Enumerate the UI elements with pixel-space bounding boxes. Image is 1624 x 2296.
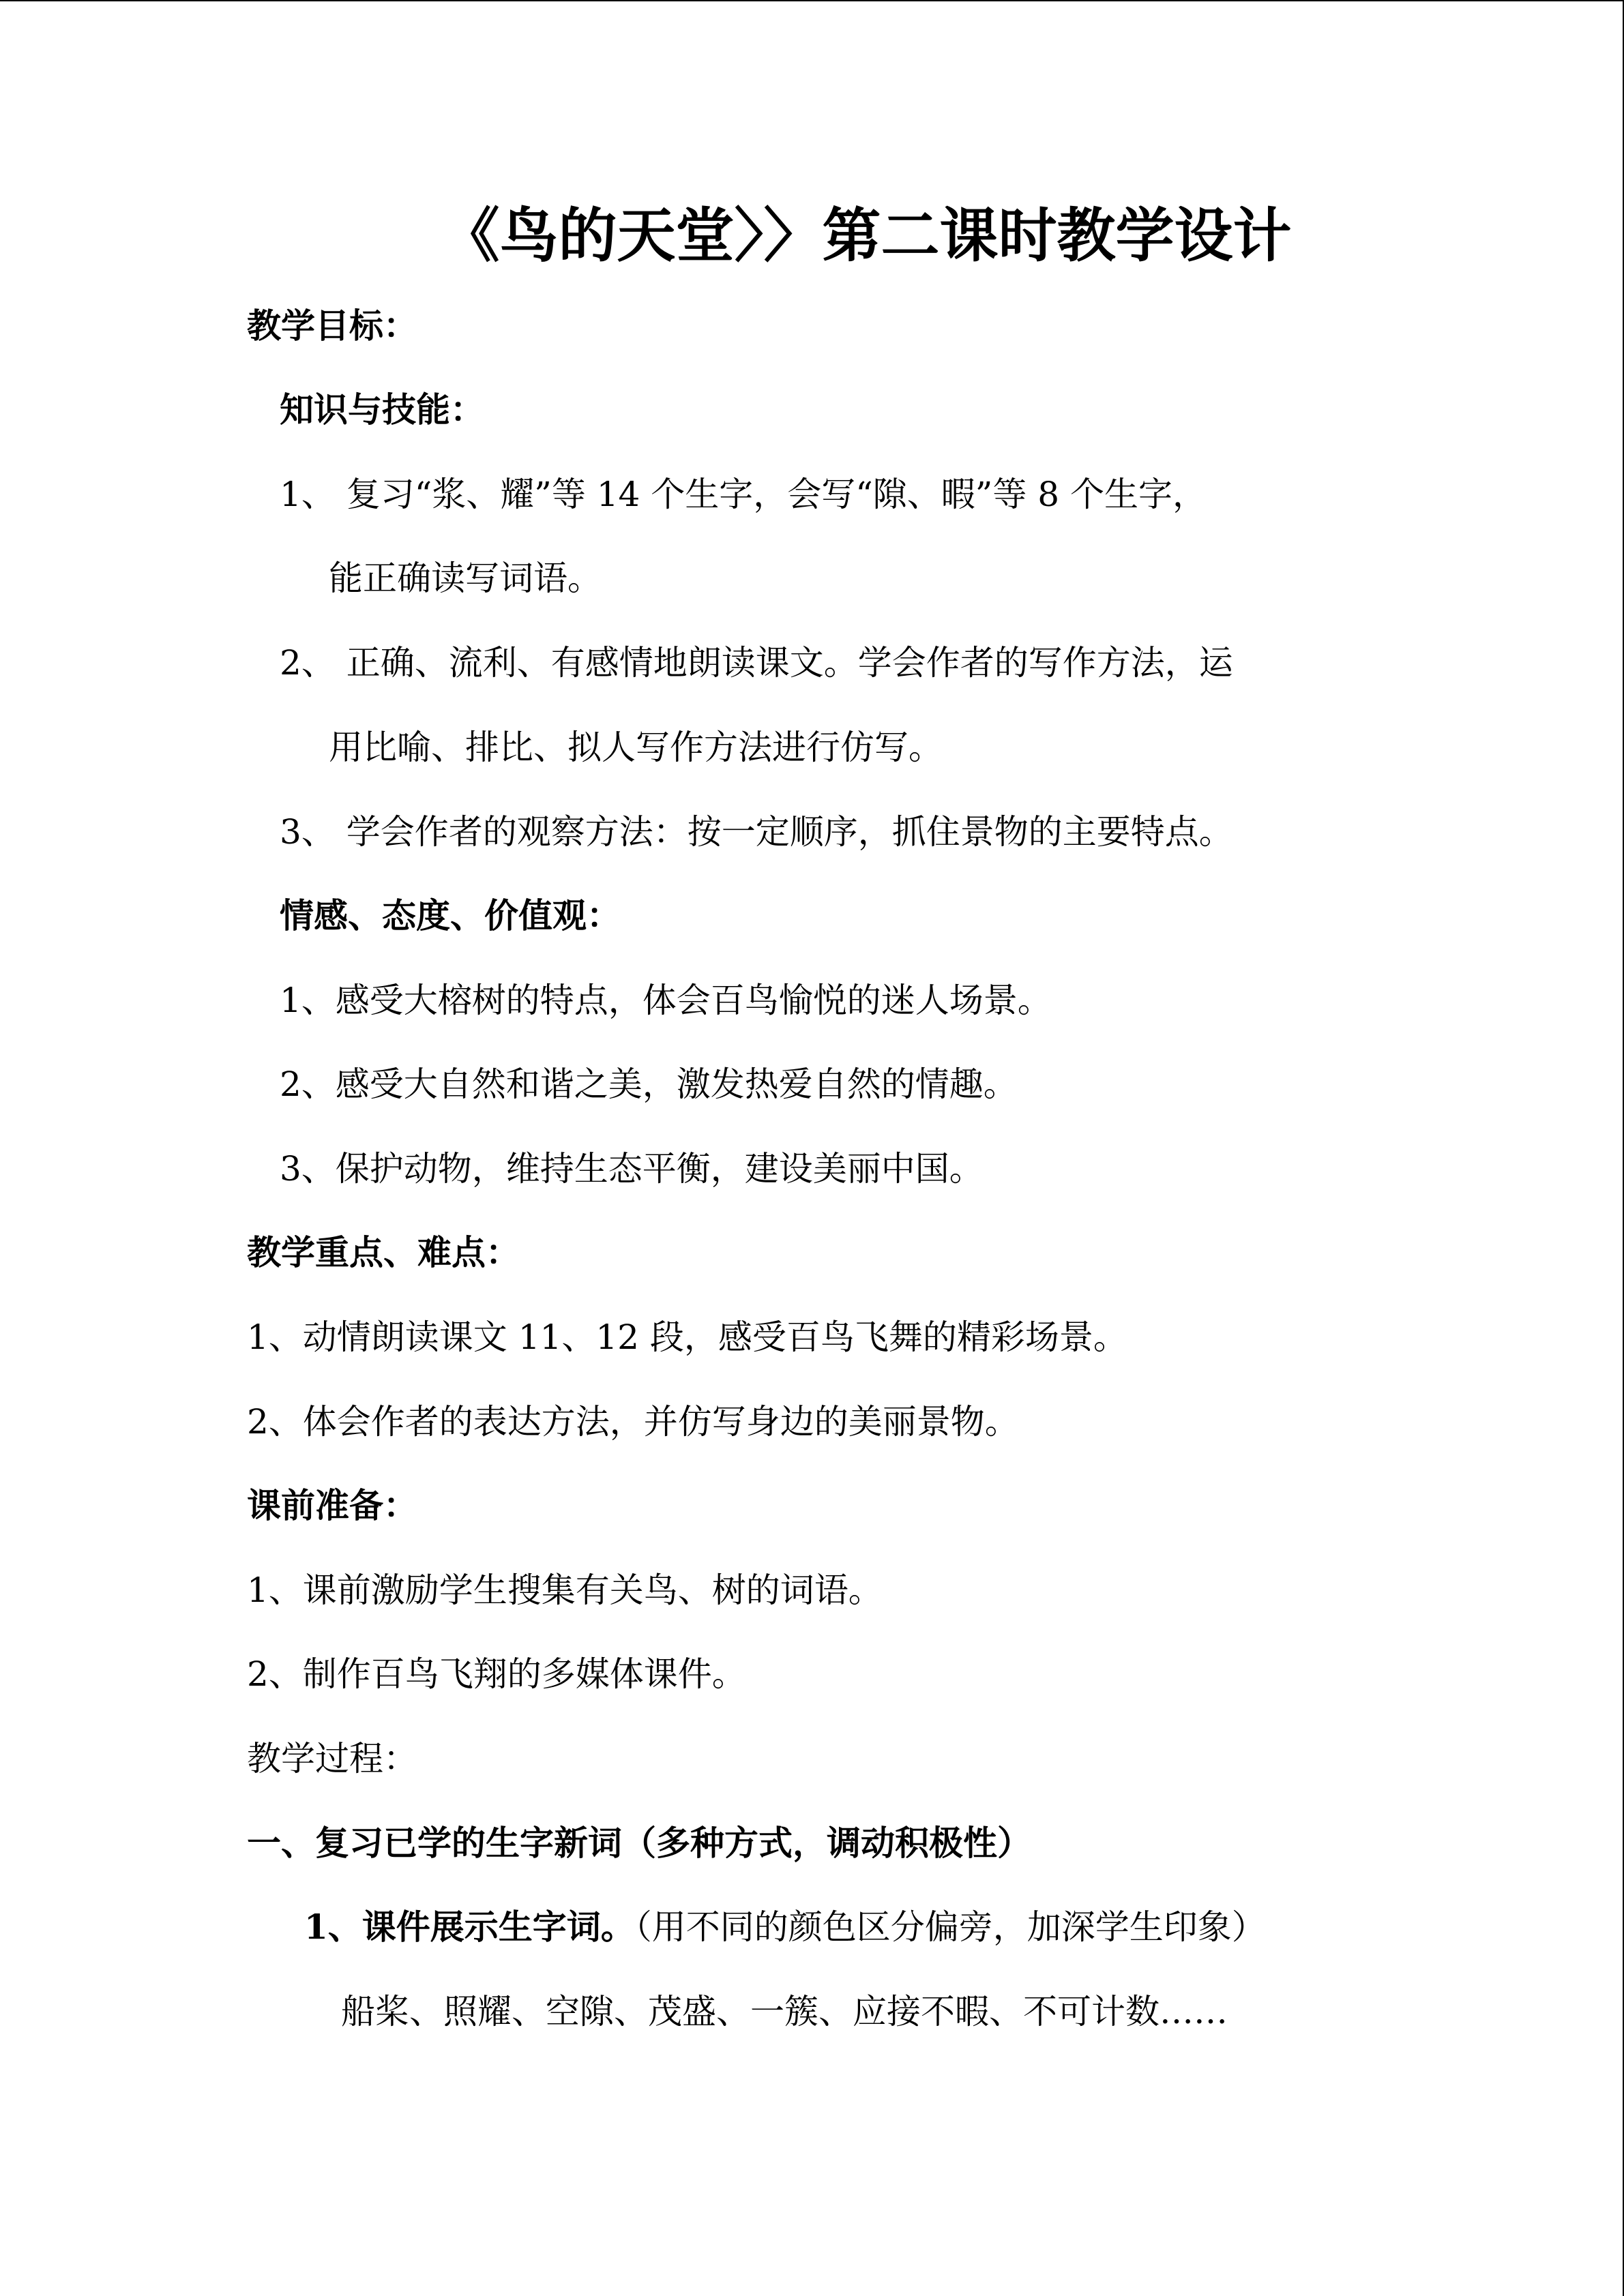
keypoints-heading: 教学重点、难点： [247,1232,520,1272]
step1-item-1-note: （用不同的颜色区分偏旁，加深学生印象） [634,1907,1266,1947]
knowledge-heading: 知识与技能： [280,389,484,430]
prep-item-2: 2、制作百鸟飞翔的多媒体课件。 [247,1654,746,1694]
step1-item-1-label: 1、课件展示生字词。 [304,1907,635,1947]
emotion-item-3: 3、保护动物，维持生态平衡，建设美丽中国。 [280,1149,984,1189]
keypoint-item-2: 2、体会作者的表达方法，并仿写身边的美丽景物。 [247,1402,1019,1442]
knowledge-item-2-cont: 用比喻、排比、拟人写作方法进行仿写。 [329,728,943,767]
step1-item-1 [304,1907,1266,1948]
emotion-heading: 情感、态度、价值观： [280,895,621,936]
prep-item-1: 1、课前激励学生搜集有关鸟、树的词语。 [247,1570,883,1610]
step1-word-list: 船桨、照耀、空隙、茂盛、一簇、应接不暇、不可计数…… [341,1992,1228,2031]
emotion-item-2: 2、感受大自然和谐之美，激发热爱自然的情趣。 [280,1064,1018,1104]
knowledge-item-2: 2、 正确、流利、有感情地朗读课文。学会作者的写作方法，运 [280,643,1233,683]
goals-heading: 教学目标： [247,305,417,346]
knowledge-item-1: 1、 复习“浆、耀”等 14 个生字，会写“隙、暇”等 8 个生字， [280,475,1207,514]
step1-heading: 一、复习已学的生字新词（多种方式，调动积极性） [247,1823,1031,1863]
page-title: 《鸟的天堂〉〉第二课时教学设计 [441,201,1292,270]
prep-heading: 课前准备： [247,1485,417,1525]
emotion-item-1: 1、感受大榕树的特点，体会百鸟愉悦的迷人场景。 [280,981,1052,1020]
knowledge-item-3: 3、 学会作者的观察方法：按一定顺序，抓住景物的主要特点。 [280,812,1233,852]
knowledge-item-1-cont: 能正确读写词语。 [329,558,602,598]
keypoint-item-1: 1、动情朗读课文 11、12 段，感受百鸟飞舞的精彩场景。 [247,1317,1127,1357]
process-heading: 教学过程： [247,1739,417,1778]
